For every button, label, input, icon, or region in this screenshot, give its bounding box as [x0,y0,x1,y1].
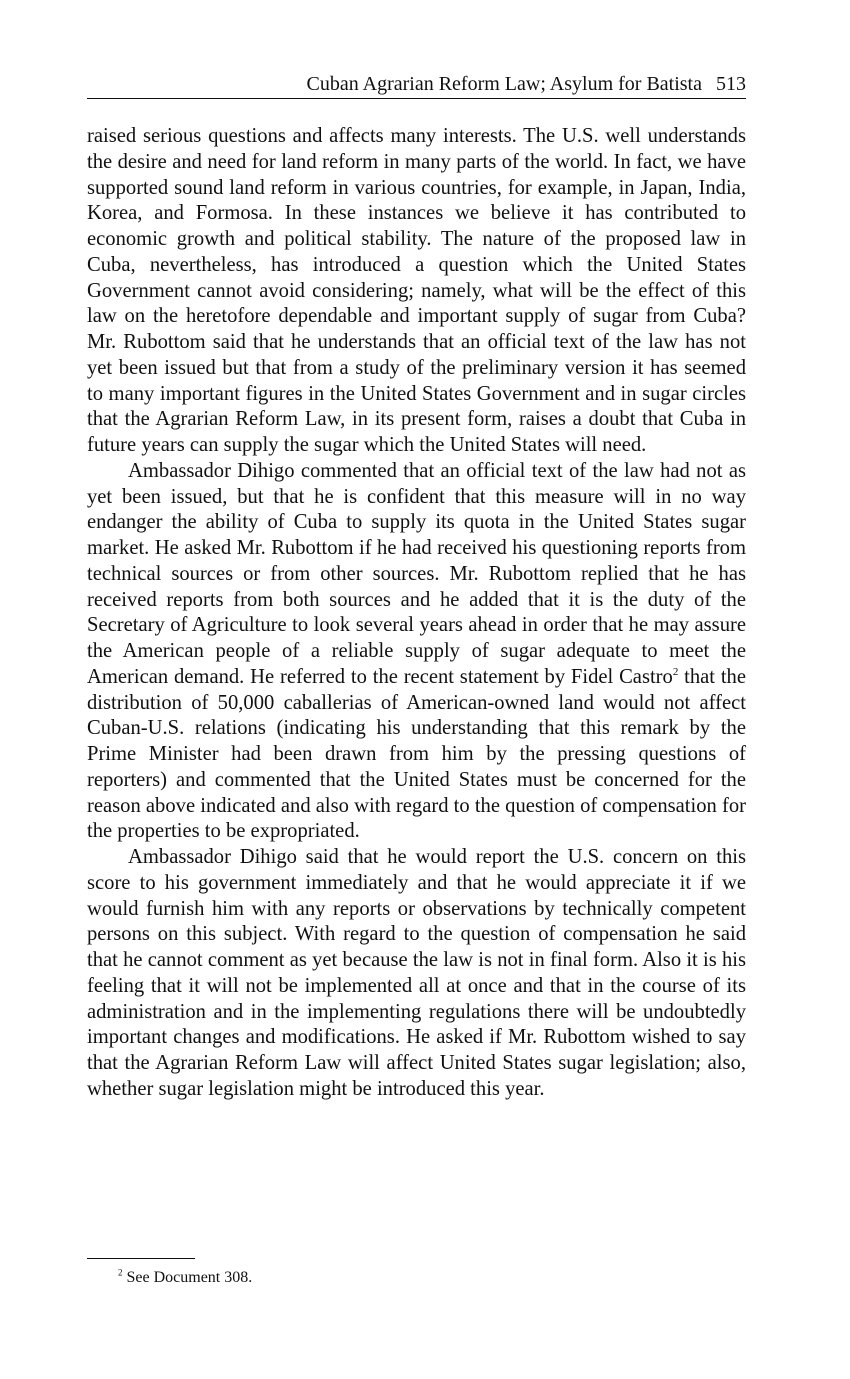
footnote-2 [118,1268,252,1288]
running-title: Cuban Agrarian Reform Law; Asylum for Batista [306,73,702,95]
body-text [87,124,746,1103]
paragraph-2-text-after-note: that the distribution of 50,000 caballerias of American-owned land would not affect Cuban-U.S. relations (indicating his understanding that this remark by the Prime Minister had been drawn from him by the pressing questions of reporters) and commented that the United States must be concerned for the reason above indicated and also with regard to the question of compensation for the properties to be expropriated. [87,665,746,843]
paragraph-2 [87,459,746,845]
paragraph-1: raised serious questions and affects many interests. The U.S. well understands the desire and need for land reform in many parts of the world. In fact, we have supported sound land reform in various countries, for example, in Japan, India, Korea, and Formosa. In these instances we believe it has contributed to economic growth and political stability. The nature of the proposed law in Cuba, nevertheless, has introduced a question which the United States Government cannot avoid considering; namely, what will be the effect of this law on the heretofore dependable and important supply of sugar from Cuba? Mr. Rubottom said that he understands that an official text of the law has not yet been issued but that from a study of the preliminary version it has seemed to many important figures in the United States Government and in sugar circles that the Agrarian Reform Law, in its present form, raises a doubt that Cuba in future years can supply the sugar which the United States will need. [87,125,746,456]
paragraph-2-text-before-note: Ambassador Dihigo commented that an official text of the law had not as yet been issued, but that he is confident that this measure will in no way endanger the ability of Cuba to supply its quota in the United States sugar market. He asked Mr. Rubottom if he had received his questioning reports from technical sources or from other sources. Mr. Rubottom replied that he has received reports from both sources and he added that it is the duty of the Secretary of Agriculture to look several years ahead in order that he may assure the American people of a reliable supply of sugar adequate to meet the American demand. He referred to the recent statement by Fidel Castro [87,459,746,688]
footnote-text: See Document 308. [122,1269,253,1286]
paragraph-3: Ambassador Dihigo said that he would report the U.S. concern on this score to his government immediately and that he would appreciate it if we would furnish him with any reports or observations by technically competent persons on this subject. With regard to the question of compensation he said that he cannot comment as yet because the law is not in final form. Also it is his feeling that it will not be implemented all at once and that in the course of its administration and in the implementing regulations there will be undoubtedly important changes and modifications. He asked if Mr. Rubottom wished to say that the Agrarian Reform Law will affect United States sugar legislation; also, whether sugar legislation might be introduced this year. [87,846,746,1100]
footnote-reference[interactable]: 2 [672,665,679,678]
footnote-divider [87,1258,195,1259]
running-header [87,70,746,99]
page-number: 513 [716,73,746,95]
footnote-marker: 2 [118,1267,123,1278]
